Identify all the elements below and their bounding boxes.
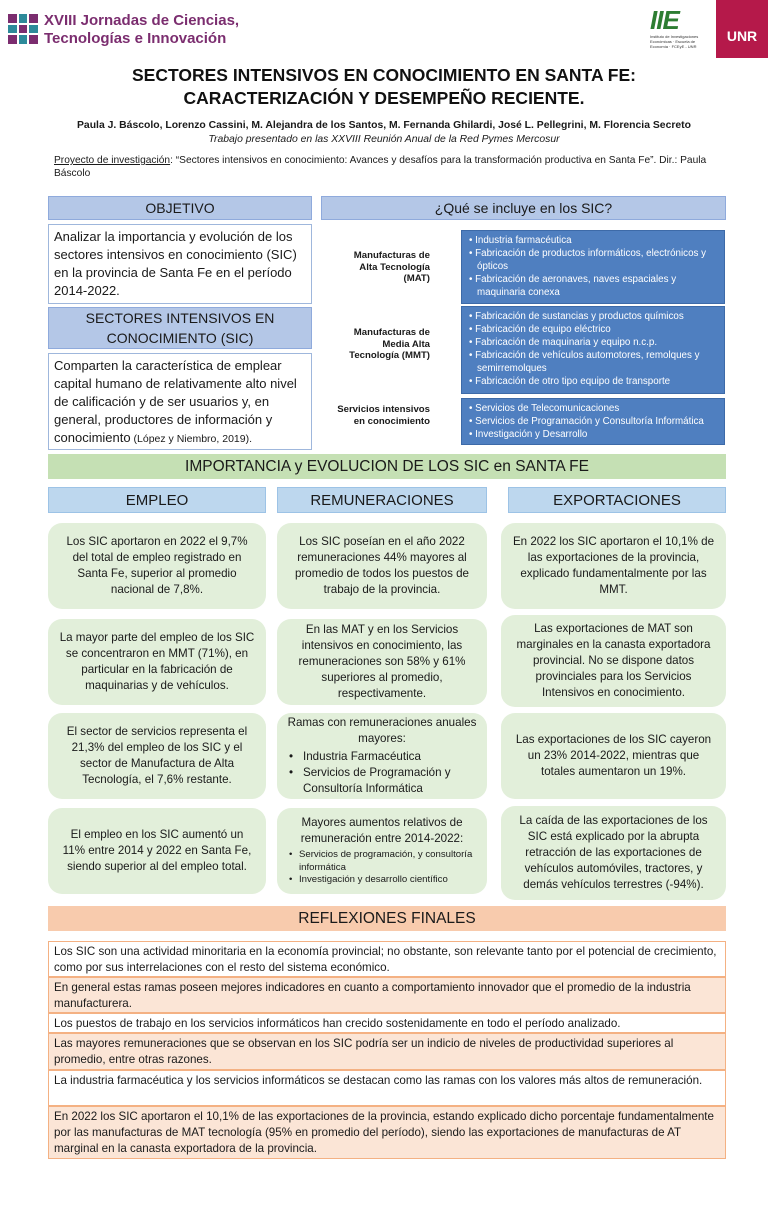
reflexion-item: Los puestos de trabajo en los servicios informáticos han crecido sostenidamente en todo el período analizado. [48,1013,726,1033]
list-item: • Fabricación de equipo eléctrico [469,324,611,335]
sic-header: SECTORES INTENSIVOS EN CONOCIMIENTO (SIC) [48,307,312,349]
empleo-card: La mayor parte del empleo de los SIC se concentraron en MMT (71%), en particular en la fabricación de maquinarias y de vehículos. [48,619,266,705]
mmt-label: Manufacturas de Media Alta Tecnología (MMT) [349,327,430,361]
exportaciones-header: EXPORTACIONES [508,487,726,513]
importancia-header: IMPORTANCIA y EVOLUCION DE LOS SIC en SANTA FE [48,454,726,479]
exportaciones-card: La caída de las exportaciones de los SIC está explicado por la abrupta retracción de las exportaciones de vehículos automóviles, tractores, y demás vehículos terrestres (-94%). [501,806,726,900]
servicios-label: Servicios intensivos en conocimiento [337,404,430,427]
reflexion-item: En 2022 los SIC aportaron el 10,1% de las exportaciones de la provincia, estando explicado dicho porcentaje fundamentalmente por las manufacturas de MAT tecnología (95% en promedio del período), siendo las exportaciones de manufacturas de AT marginal en la canasta exportadora de la provincia. [48,1106,726,1159]
reflexion-item: Las mayores remuneraciones que se observan en los SIC podría ser un indicio de niveles de productividad superiores al promedio, entre otras razones. [48,1033,726,1070]
sic-text: Comparten la característica de emplear capital humano de relativamente alto nivel de calificación y de ser usuarios y, en general, productores de información y conocimiento (López y Niembro, 2019). [48,353,312,450]
event-logo [8,8,238,52]
empleo-card: Los SIC aportaron en 2022 el 9,7% del total de empleo registrado en Santa Fe, superior al promedio nacional de 7,8%. [48,523,266,609]
list-item: • Servicios de Telecomunicaciones [469,403,620,414]
exportaciones-card: Las exportaciones de los SIC cayeron un 23% 2014-2022, mientras que totales aumentaron un 19%. [501,713,726,799]
reflexion-item: En general estas ramas poseen mejores indicadores en cuanto a comportamiento innovador que el promedio de la industria manufacturera. [48,977,726,1013]
remuneraciones-card: Mayores aumentos relativos de remuneración entre 2014-2022: • Servicios de programación, y consultoría informática • Investigación y desarrollo científico [277,808,487,894]
list-item: • Fabricación de aeronaves, naves espaciales y maquinaria conexa [469,274,677,298]
poster-title: SECTORES INTENSIVOS EN CONOCIMIENTO EN SANTA FE: CARACTERIZACIÓN Y DESEMPEÑO RECIENTE. [132,65,636,108]
list-item: • Investigación y Desarrollo [469,429,588,440]
list-item: • Fabricación de sustancias y productos químicos [469,311,684,322]
remuneraciones-card: Ramas con remuneraciones anuales mayores: • Industria Farmacéutica • Servicios de Programación y Consultoría Informática [277,713,487,799]
empleo-header: EMPLEO [48,487,266,513]
empleo-card: El empleo en los SIC aumentó un 11% entre 2014 y 2022 en Santa Fe, siendo superior al del empleo total. [48,808,266,894]
reflexion-item: La industria farmacéutica y los servicios informáticos se destacan como las ramas con los valores más altos de remuneración. [48,1070,726,1106]
authors: Paula J. Báscolo, Lorenzo Cassini, M. Alejandra de los Santos, M. Fernanda Ghilardi, José L. Pellegrini, M. Florencia Secreto [77,120,691,131]
mat-label: Manufacturas de Alta Tecnología (MAT) [353,250,430,284]
list-item: • Fabricación de vehículos automotores, remolques y semirremolques [469,350,700,374]
mmt-box [461,306,725,394]
project-info: Proyecto de investigación: “Sectores intensivos en conocimiento: Avances y desafíos para la transformación productiva en Santa Fe”. Dir.: Paula Báscolo [54,155,707,179]
list-item: • Investigación y desarrollo científico [287,874,477,887]
list-item: • Industria Farmacéutica [287,749,477,765]
presented-at: Trabajo presentado en las XXVIII Reunión Anual de la Red Pymes Mercosur [208,134,560,145]
objetivo-header: OBJETIVO [48,196,312,220]
iie-logo: IIE Instituto de Investigaciones Económicas · Escuela de Economía · FCEyE - UNR [650,5,699,49]
remuneraciones-header: REMUNERACIONES [277,487,487,513]
exportaciones-card: En 2022 los SIC aportaron el 10,1% de las exportaciones de la provincia, explicado fundamentalmente por las MMT. [501,523,726,609]
reflexiones-header: REFLEXIONES FINALES [48,906,726,931]
servicios-box [461,398,725,445]
empleo-card: El sector de servicios representa el 21,3% del empleo de los SIC y el sector de Manufactura de Alta Tecnología, el 7,6% restante. [48,713,266,799]
event-logo-mark [8,14,38,44]
unr-logo: UNR [716,0,768,58]
list-item: • Fabricación de productos informáticos, electrónicos y ópticos [469,248,707,272]
list-item: • Servicios de Programación y Consultoría Informática [469,416,704,427]
ramas-list [287,749,477,797]
list-item: • Servicios de Programación y Consultoría Informática [287,765,477,797]
incluye-header: ¿Qué se incluye en los SIC? [321,196,726,220]
event-name: XVIII Jornadas de Ciencias, Tecnologías e Innovación [44,12,240,47]
institution-logos [650,0,768,60]
list-item: • Servicios de programación, y consultoría informática [287,849,477,874]
list-item: • Industria farmacéutica [469,235,572,246]
exportaciones-card: Las exportaciones de MAT son marginales en la canasta exportadora provincial. No se dispone datos provinciales para los Servicios Intensivos en conocimiento. [501,615,726,707]
remuneraciones-card: En las MAT y en los Servicios intensivos en conocimiento, las remuneraciones son 58% y 61% superiores al promedio, respectivamente. [277,619,487,705]
list-item: • Fabricación de otro tipo equipo de transporte [469,376,671,387]
remuneraciones-card: Los SIC poseían en el año 2022 remuneraciones 44% mayores al promedio de todos los puestos de trabajo de la provincia. [277,523,487,609]
aumentos-list [287,849,477,887]
objetivo-text: Analizar la importancia y evolución de los sectores intensivos en conocimiento (SIC) en la provincia de Santa Fe en el período 2014-2022. [48,224,312,304]
reflexion-item: Los SIC son una actividad minoritaria en la economía provincial; no obstante, son relevante tanto por el potencial de crecimiento, como por sus interrelaciones con el resto del sistema económico. [48,941,726,977]
mat-box [461,230,725,304]
list-item: • Fabricación de maquinaria y equipo n.c.p. [469,337,658,348]
